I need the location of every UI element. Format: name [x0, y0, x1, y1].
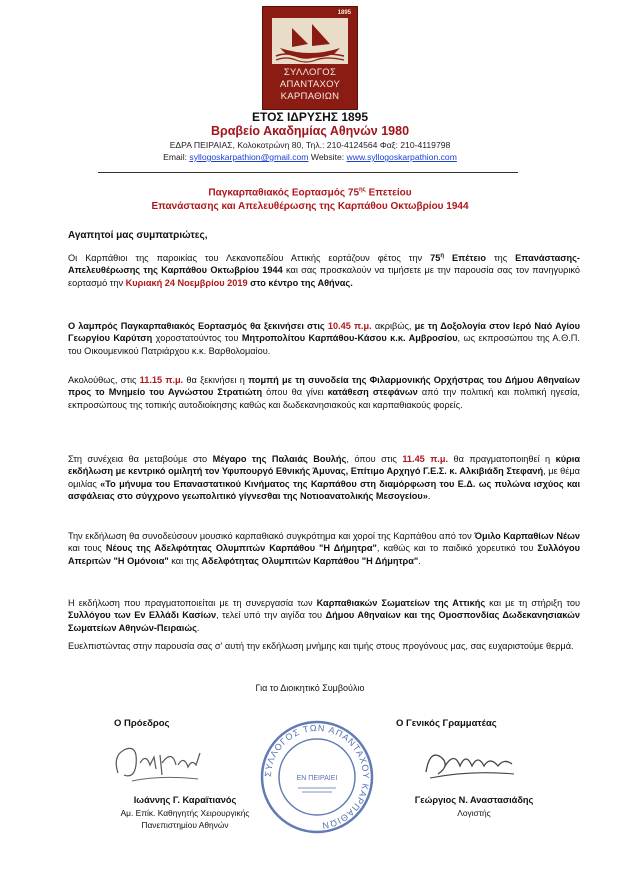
logo-name-line1: ΣΥΛΛΟΓΟΣ: [283, 67, 337, 78]
logo-name-line3: ΚΑΡΠΑΘΙΩΝ: [280, 91, 340, 102]
president-signature-icon: [110, 735, 210, 791]
secretary-title: Λογιστής: [457, 808, 491, 818]
president-name: Ιωάννης Γ. Καραϊτιανός: [133, 795, 237, 805]
secretary-name: Γεώργιος Ν. Αναστασιάδης: [414, 795, 534, 805]
website-link[interactable]: www.syllogoskarpathion.com: [346, 152, 457, 162]
president-title-line1: Αμ. Επίκ. Καθηγητής Χειρουργικής: [120, 808, 250, 818]
stamp-outer-text: ΣΥΛΛΟΓΟΣ ΤΩΝ ΑΠΑΝΤΑΧΟΥ ΚΑΡΠΑΘΙΩΝ: [262, 722, 372, 831]
paragraph-2: Ο λαμπρός Παγκαρπαθιακός Εορτασμός θα ξεκινήσει στις 10.45 π.μ. ακριβώς, με τη Δοξολογία στον Ιερό Ναό Αγίου Γεωργίου Καρύτση χοροστατούντος του Μητροπολίτου Καρπάθου-Κάσου κ.κ. Αμβροσίου, ως εκπροσώπου της Α.Θ.Π. του Οικουμενικού Πατριάρχου κ.κ. Βαρθολομαίου.: [68, 321, 580, 356]
founded-year: ΕΤΟΣ ΙΔΡΥΣΗΣ 1895: [251, 110, 369, 124]
president-role: Ο Πρόεδρος: [114, 718, 170, 729]
email-link[interactable]: syllogoskarpathion@gmail.com: [189, 152, 309, 162]
paragraph-4: Στη συνέχεια θα μεταβούμε στο Μέγαρο της Παλαιάς Βουλής, όπου στις 11.45 π.μ. θα πραγματοποιηθεί η κύρια εκδήλωση με κεντρικό ομιλητή τον Υφυπουργό Εθνικής Άμυνας, Επίτιμο Αρχηγό Γ.Ε.Σ. κ. Αλκιβιάδη Στεφανή, με θέμα ομιλίας «Το μήνυμα του Επαναστατικού Κινήματος της Καρπάθου στη διαμόρφωση του Ε.Δ. ως πυλώνα ισχύος και ασφάλειας στο σύγχρονο γεωπολιτικό γίγνεσθαι της Νοτιοανατολικής Μεσογείου».: [68, 454, 580, 502]
stamp-inner-text: ΕΝ ΠΕΙΡΑΙΕΙ: [296, 775, 338, 782]
email-label: Email:: [163, 152, 188, 162]
academy-award: Βραβείο Ακαδημίας Αθηνών 1980: [210, 124, 410, 138]
ship-emblem-icon: [272, 18, 348, 64]
paragraph-6: Η εκδήλωση που πραγματοποιείται με τη συνεργασία των Καρπαθιακών Σωματείων της Αττικής και με τη στήριξη του Συλλόγου των Εν Ελλάδι Κασίων, τελεί υπό την αιγίδα του Δήμου Αθηναίων και της Ομοσπονδίας Δωδεκανησιακών Σωματείων Αθηνών-Πειραιώς.: [68, 598, 580, 633]
letter-title-line1: Παγκαρπαθιακός Εορτασμός $75^{\eta\varsigma}$ Επετείου: [208, 187, 412, 199]
president-title-line2: Πανεπιστημίου Αθηνών: [141, 820, 229, 830]
greeting: Αγαπητοί μας συμπατριώτες,: [68, 230, 208, 241]
secretary-role: Ο Γενικός Γραμματέας: [396, 718, 497, 729]
website-label: Website:: [310, 152, 345, 162]
board-heading: Για το Διοικητικό Συμβούλιο: [255, 683, 365, 693]
paragraph-5: Την εκδήλωση θα συνοδεύσουν μουσικό καρπαθιακό συγκρότημα και χοροί της Καρπάθου από τον Όμιλο Καρπαθίων Νέων και τους Νέους της Αδελφότητας Ολυμπιτών Καρπάθου "Η Δήμητρα", καθώς και το παιδικό χορευτικό του Συλλόγου Απεριτών "Η Ομόνοια" και της Αδελφότητας Ολυμπιτών Καρπάθου "Η Δήμητρα".: [68, 531, 581, 566]
header-divider: [98, 172, 518, 173]
letter-title-line2: Επανάστασης και Απελευθέρωσης της Καρπάθου Οκτωβρίου 1944: [151, 201, 469, 212]
paragraph-7: Ευελπιστώντας στην παρουσία σας σ' αυτή την εκδήλωση μνήμης και τιμής στους προγόνους μας, σας ευχαριστούμε θερμά.: [68, 641, 574, 651]
paragraph-3: Ακολούθως, στις 11.15 π.μ. θα ξεκινήσει η πομπή με τη συνοδεία της Φιλαρμονικής Ορχήστρας του Δήμου Αθηναίων προς το Μνημείο του Αγνώστου Στρατιώτη όπου θα γίνει κατάθεση στεφάνων από την πολιτική και πολιτική ηγεσία, εκπροσώπους της τοπικής αυτοδιοίκησης καθώς και δωδεκανησιακούς και καρπαθιακούς φορείς.: [68, 375, 580, 410]
association-logo: [262, 6, 358, 110]
secretary-signature-icon: [420, 738, 520, 788]
logo-year: 1895: [337, 10, 351, 16]
paragraph-1: Οι Καρπάθιοι της παροικίας του Λεκανοπεδίου Αττικής εορτάζουν φέτος την $75^\eta$ Επέτειο της Επανάστασης-Απελευθέρωσης της Καρπάθου Οκτωβρίου 1944 και σας προσκαλούν να τιμήσετε με την παρουσία σας τον πανηγυρικό εορτασμό την Κυριακή 24 Νοεμβρίου 2019 στο κέντρο της Αθήνας.: [68, 252, 580, 288]
logo-name-line2: ΑΠΑΝΤΑΧΟΥ: [279, 79, 341, 90]
contact-line: [0, 152, 620, 162]
address-line: ΕΔΡΑ ΠΕΙΡΑΙΑΣ, Κολοκοτρώνη 80, Τηλ.: 210-4124564 Φαξ: 210-4119798: [169, 140, 451, 150]
